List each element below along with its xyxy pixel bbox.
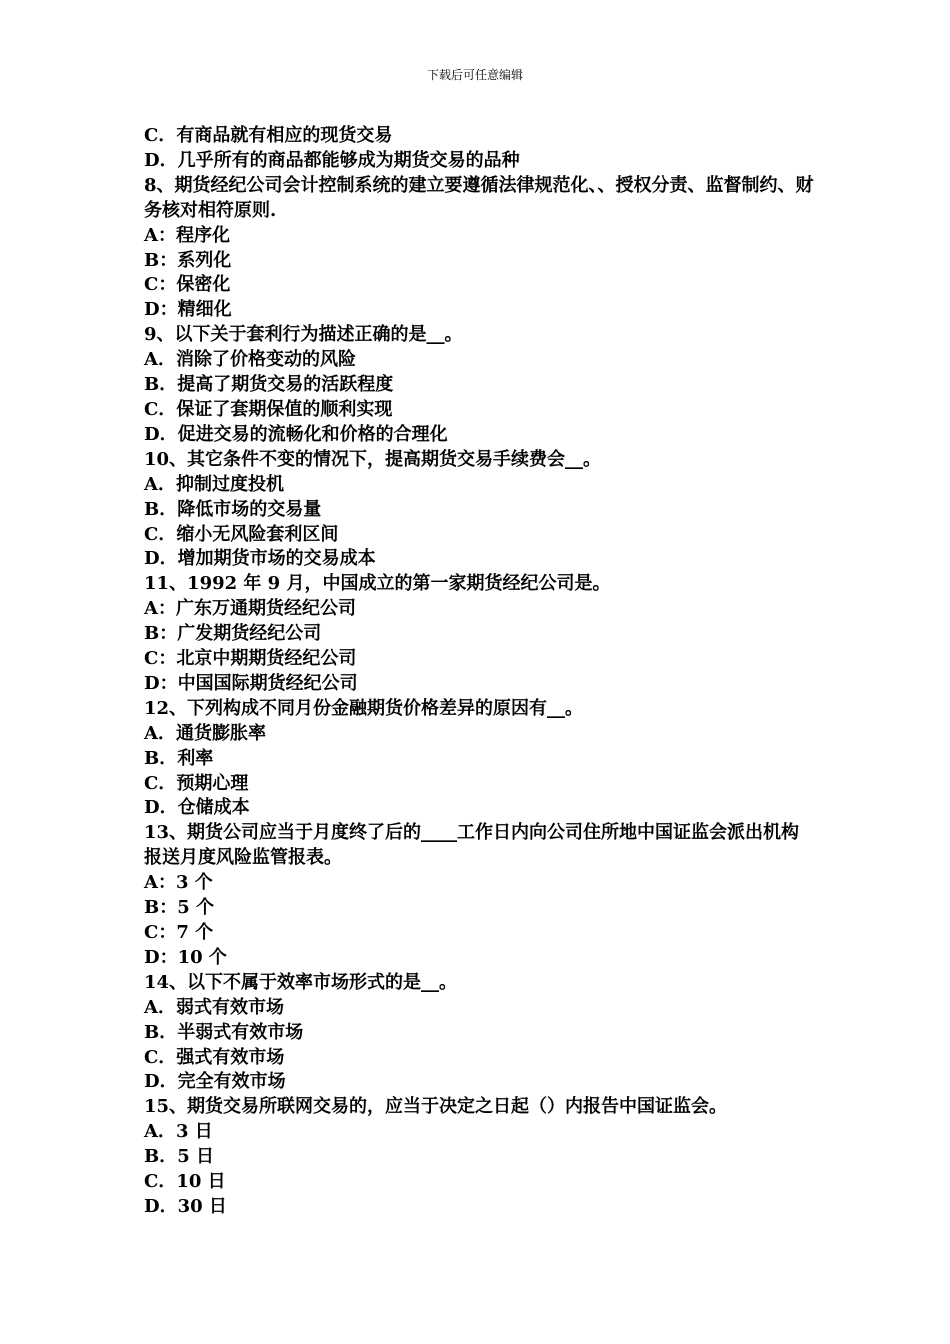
option-line: C：保密化	[144, 274, 231, 296]
option-line: A．抑制过度投机	[144, 473, 284, 495]
option-line: B．降低市场的交易量	[144, 498, 322, 520]
question-line: 13、期货公司应当于月度终了后的____工作日内向公司住所地中国证监会派出机构报送月度风险监管报表。	[144, 822, 800, 869]
option-line: B．5 日	[144, 1146, 215, 1168]
option-line: D．增加期货市场的交易成本	[144, 548, 376, 570]
option-line: C．有商品就有相应的现货交易	[144, 125, 393, 146]
option-line: A：广东万通期货经纪公司	[144, 598, 356, 620]
document-body	[144, 124, 816, 1220]
option-line: A．弱式有效市场	[144, 996, 284, 1018]
option-line: B：5 个	[144, 897, 215, 919]
option-line: D：中国国际期货经纪公司	[144, 672, 358, 694]
option-line: B．提高了期货交易的活跃程度	[144, 374, 394, 396]
option-line: C．预期心理	[144, 772, 249, 794]
option-line: D．30 日	[144, 1195, 227, 1217]
option-line: A：程序化	[144, 224, 230, 246]
question-line: 9、以下关于套利行为描述正确的是__。	[144, 324, 463, 346]
page-header: 下载后可任意编辑	[426, 68, 523, 82]
question-line: 11、1992 年 9 月，中国成立的第一家期货经纪公司是。	[144, 573, 611, 595]
option-line: C：北京中期期货经纪公司	[144, 648, 357, 670]
option-line: D：精细化	[144, 299, 232, 321]
option-line: B：广发期货经纪公司	[144, 623, 322, 645]
option-line: D：10 个	[144, 946, 227, 968]
option-line: D．完全有效市场	[144, 1071, 286, 1093]
option-line: B．半弱式有效市场	[144, 1021, 304, 1043]
question-line: 14、以下不属于效率市场形式的是__。	[144, 971, 458, 993]
question-line: 10、其它条件不变的情况下，提高期货交易手续费会__。	[144, 448, 602, 470]
option-line: C．保证了套期保值的顺利实现	[144, 398, 393, 420]
question-line: 12、下列构成不同月份金融期货价格差异的原因有__。	[144, 697, 584, 719]
question-line: 8、期货经纪公司会计控制系统的建立要遵循法律规范化、、授权分责、监督制约、财务核对相符原则.	[144, 174, 814, 221]
option-line: B．利率	[144, 747, 214, 769]
option-line: C．10 日	[144, 1171, 226, 1193]
option-line: D．促进交易的流畅化和价格的合理化	[144, 423, 448, 445]
option-line: A．通货膨胀率	[144, 722, 266, 744]
question-line: 15、期货交易所联网交易的，应当于决定之日起（）内报告中国证监会。	[144, 1096, 728, 1118]
option-line: D．几乎所有的商品都能够成为期货交易的品种	[144, 149, 520, 171]
option-line: D．仓储成本	[144, 797, 250, 819]
option-line: C：7 个	[144, 922, 214, 943]
option-line: C．强式有效市场	[144, 1046, 285, 1068]
option-line: C．缩小无风险套利区间	[144, 523, 339, 545]
option-line: B：系列化	[144, 249, 232, 271]
option-line: A：3 个	[144, 872, 213, 894]
option-line: A．3 日	[144, 1121, 213, 1143]
option-line: A．消除了价格变动的风险	[144, 349, 356, 371]
